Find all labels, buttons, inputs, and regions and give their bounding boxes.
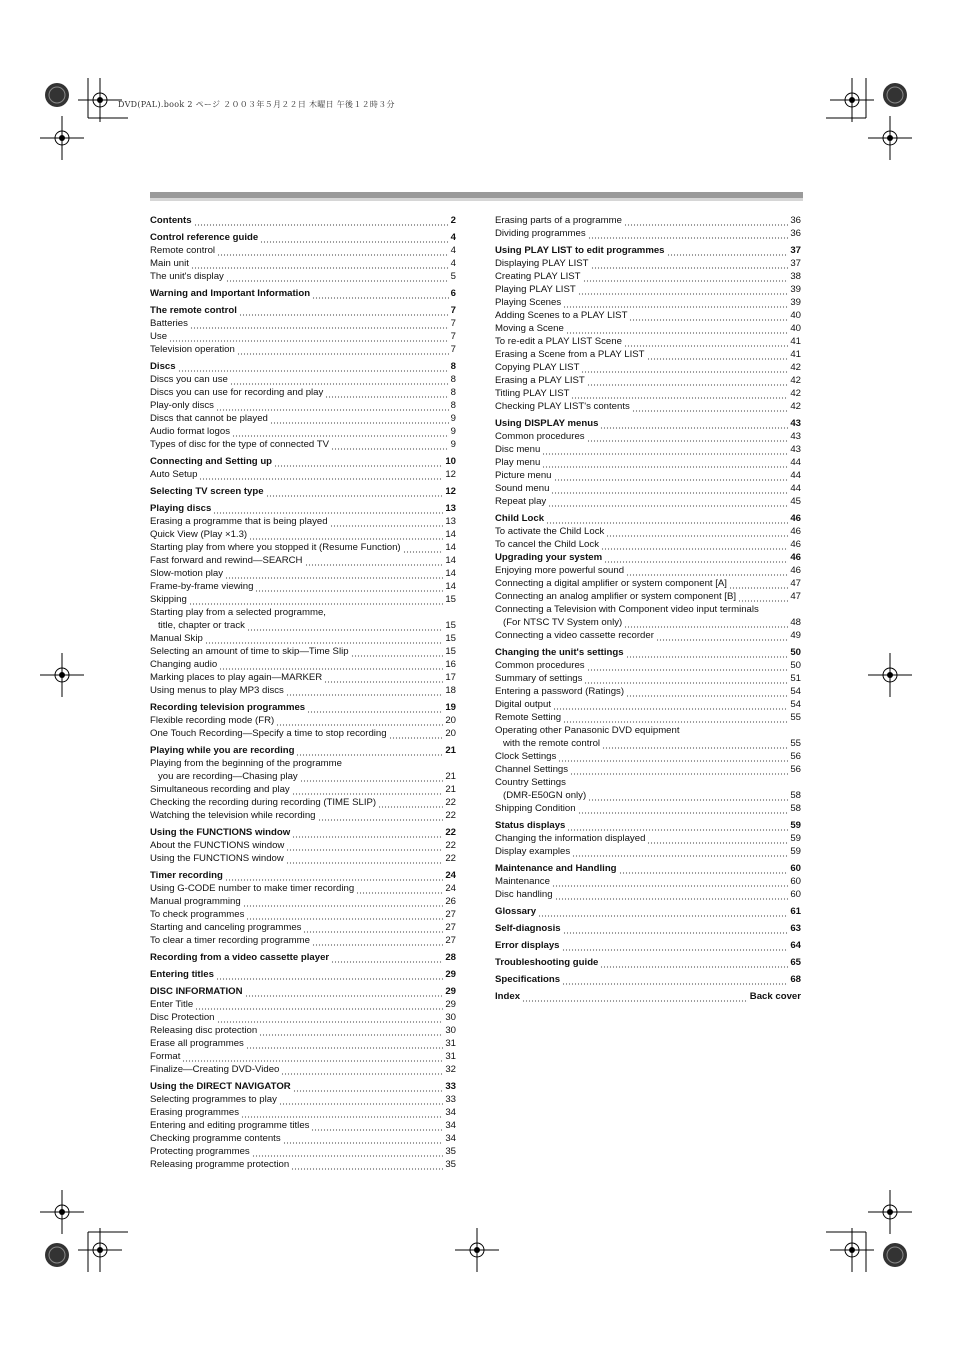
toc-entry-label: Erasing programmes (150, 1107, 240, 1118)
crosshair-dot (59, 135, 65, 141)
toc-entry-label: Repeat play (495, 496, 547, 507)
toc-page-number: 47 (790, 578, 801, 589)
toc-page-number: 46 (790, 526, 801, 537)
toc-entry-label: Display examples (495, 846, 571, 857)
toc-page-number: 8 (450, 400, 456, 411)
toc-entry-label: (For NTSC TV System only) (503, 617, 623, 628)
toc-page-number: 33 (445, 1081, 456, 1092)
toc-page-number: 21 (445, 771, 456, 782)
toc-entry-line: Operating other Panasonic DVD equipment (495, 725, 680, 736)
toc-entry-label: Starting and canceling programmes (150, 922, 302, 933)
toc-page-number: 39 (790, 284, 801, 295)
toc-entry-line: Starting play from a selected programme, (150, 607, 326, 618)
toc-page-number: 44 (790, 457, 801, 468)
toc-entry-label: Playing PLAY LIST (495, 284, 576, 295)
toc-page-number: 55 (790, 738, 801, 749)
toc-entry-label: Self-diagnosis (495, 923, 561, 934)
toc-entry-label: Index (495, 991, 521, 1002)
toc-page-number: 31 (445, 1038, 456, 1049)
toc-entry-label: Child Lock (495, 513, 545, 524)
toc-entry-label: Using menus to play MP3 discs (150, 685, 284, 696)
toc-entry-label: One Touch Recording—Specify a time to stop recording (150, 728, 387, 739)
toc-entry-label: with the remote control (503, 738, 601, 749)
toc-page-number: 16 (445, 659, 456, 670)
toc-entry-label: Manual programming (150, 896, 241, 907)
toc-entry-label: (DMR-E50GN only) (503, 790, 587, 801)
toc-page-number: 14 (445, 568, 456, 579)
toc-page-number: 19 (445, 702, 456, 713)
toc-entry-label: Play menu (495, 457, 541, 468)
toc-entry-label: Using the FUNCTIONS window (150, 827, 291, 838)
toc-page-number: 20 (445, 715, 456, 726)
toc-page-number: 8 (450, 361, 456, 372)
toc-entry-line: Playing from the beginning of the programme (150, 758, 342, 769)
toc-entry-label: Status displays (495, 820, 566, 831)
toc-page-number: 22 (445, 797, 456, 808)
crosshair-dot (849, 97, 855, 103)
toc-page-number: 15 (445, 594, 456, 605)
toc-page-number: 24 (445, 883, 456, 894)
crosshair-dot (59, 1209, 65, 1215)
toc-page-number: 40 (790, 310, 801, 321)
toc-page-number: 68 (790, 974, 801, 985)
toc-entry-label: Common procedures (495, 431, 585, 442)
toc-entry-label: Warning and Important Information (150, 288, 311, 299)
toc-page-number: 54 (790, 686, 801, 697)
toc-entry-label: Enter Title (150, 999, 194, 1010)
toc-page-number: 40 (790, 323, 801, 334)
toc-page-number: 36 (790, 228, 801, 239)
toc-page-number: 29 (445, 999, 456, 1010)
toc-page-number: 22 (445, 853, 456, 864)
toc-entry-label: Maintenance and Handling (495, 863, 617, 874)
toc-entry-label: Erasing a programme that is being played (150, 516, 328, 527)
toc-entry-label: Titling PLAY LIST (495, 388, 570, 399)
toc-entry-label: Glossary (495, 906, 537, 917)
toc-entry-label: Using DISPLAY menus (495, 418, 599, 429)
toc-page-number: 7 (450, 344, 456, 355)
toc-page-number: 18 (445, 685, 456, 696)
toc-entry-label: Picture menu (495, 470, 552, 481)
toc-entry-label: Connecting an analog amplifier or system component [B] (495, 591, 737, 602)
toc-page-number: 8 (450, 387, 456, 398)
toc-page-number: 28 (445, 952, 456, 963)
toc-entry-label: Using G-CODE number to make timer recording (150, 883, 355, 894)
toc-page-number: 38 (790, 271, 801, 282)
toc-entry-label: Using PLAY LIST to edit programmes (495, 245, 665, 256)
toc-entry-label: Main unit (150, 258, 189, 269)
toc-entry-label: Connecting a video cassette recorder (495, 630, 654, 641)
crosshair-dot (887, 672, 893, 678)
toc-entry-label: Slow-motion play (150, 568, 224, 579)
toc-page-number: 2 (450, 215, 456, 226)
toc-entry-label: Disc menu (495, 444, 541, 455)
toc-page-number: 42 (790, 362, 801, 373)
toc-page-number: 27 (445, 935, 456, 946)
toc-entry-label: Skipping (150, 594, 187, 605)
crosshair-dot (97, 97, 103, 103)
toc-entry-label: Remote Setting (495, 712, 562, 723)
toc-page-number: 8 (450, 374, 456, 385)
crosshair-dot (474, 1247, 480, 1253)
toc-page-number: 48 (790, 617, 801, 628)
toc-page-number: 29 (445, 969, 456, 980)
toc-entry-label: Timer recording (150, 870, 223, 881)
toc-page-number: 50 (790, 647, 801, 658)
toc-page-number: 22 (445, 840, 456, 851)
toc-page-number: 14 (445, 529, 456, 540)
toc-entry-label: Channel Settings (495, 764, 569, 775)
toc-entry-label: Connecting a digital amplifier or system component [A] (495, 578, 727, 589)
toc-page-number: 7 (450, 318, 456, 329)
toc-entry-label: To re-edit a PLAY LIST Scene (495, 336, 622, 347)
toc-entry-label: Dividing programmes (495, 228, 586, 239)
toc-entry-label: Erasing a PLAY LIST (495, 375, 585, 386)
toc-page-number: 46 (790, 513, 801, 524)
toc-entry-label: Sound menu (495, 483, 550, 494)
toc-page-number: 58 (790, 803, 801, 814)
toc-entry-label: Flexible recording mode (FR) (150, 715, 275, 726)
toc-page-number: 4 (450, 258, 456, 269)
toc-entry-label: Remote control (150, 245, 216, 256)
toc-entry-label: Disc Protection (150, 1012, 215, 1023)
toc-entry-label: The unit's display (150, 271, 224, 282)
toc-entry-label: Finalize—Creating DVD-Video (150, 1064, 280, 1075)
toc-page-number: 15 (445, 620, 456, 631)
toc-entry-label: Troubleshooting guide (495, 957, 599, 968)
toc-page-number: 30 (445, 1012, 456, 1023)
toc-entry-line: Connecting a Television with Component video input terminals (495, 604, 759, 615)
toc-page-number: 14 (445, 555, 456, 566)
toc-entry-label: Entering titles (150, 969, 214, 980)
toc-entry-label: Playing discs (150, 503, 212, 514)
toc-page-number: 51 (790, 673, 801, 684)
toc-entry-label: Use (150, 331, 168, 342)
toc-page-number: 5 (450, 271, 456, 282)
toc-entry-label: Television operation (150, 344, 235, 355)
toc-entry-label: Selecting programmes to play (150, 1094, 277, 1105)
toc-page-number: 63 (790, 923, 801, 934)
toc-entry-label: The remote control (150, 305, 237, 316)
toc-page-number: 17 (445, 672, 456, 683)
toc-page-number: 13 (445, 516, 456, 527)
toc-entry-label: Recording from a video cassette player (150, 952, 330, 963)
toc-page-number: 35 (445, 1159, 456, 1170)
toc-entry-label: To cancel the Child Lock (495, 539, 599, 550)
toc-entry-label: Frame-by-frame viewing (150, 581, 254, 592)
toc-entry-label: Discs that cannot be played (150, 413, 268, 424)
toc-entry-label: Using the FUNCTIONS window (150, 853, 284, 864)
toc-page-number: 47 (790, 591, 801, 602)
toc-page-number: 4 (450, 245, 456, 256)
toc-page-number: 32 (445, 1064, 456, 1075)
toc-entry-label: Creating PLAY LIST (495, 271, 581, 282)
toc-entry-label: Discs you can use (150, 374, 228, 385)
toc-page-number: 34 (445, 1107, 456, 1118)
toc-entry-label: To clear a timer recording programme (150, 935, 310, 946)
toc-page-number: 37 (790, 245, 801, 256)
toc-page-number: 42 (790, 375, 801, 386)
toc-page-number: 33 (445, 1094, 456, 1105)
toc-entry-label: Releasing disc protection (150, 1025, 258, 1036)
toc-entry-label: Entering a password (Ratings) (495, 686, 625, 697)
toc-page-number: 10 (445, 456, 456, 467)
toc-entry-label: About the FUNCTIONS window (150, 840, 285, 851)
toc-page-number: 4 (450, 232, 456, 243)
toc-page-number: 41 (790, 349, 801, 360)
toc-entry-label: Control reference guide (150, 232, 259, 243)
toc-entry-label: Marking places to play again—MARKER (150, 672, 323, 683)
toc-entry-label: Changing audio (150, 659, 218, 670)
toc-page-number: 21 (445, 784, 456, 795)
toc-entry-label: Simultaneous recording and play (150, 784, 290, 795)
toc-page-number: 27 (445, 909, 456, 920)
toc-entry-label: Common procedures (495, 660, 585, 671)
toc-entry-line: Country Settings (495, 777, 566, 788)
toc-entry-label: Fast forward and rewind—SEARCH (150, 555, 303, 566)
toc-page-number: 59 (790, 846, 801, 857)
toc-entry-label: Disc handling (495, 889, 553, 900)
toc-entry-label: Starting play from where you stopped it (Resume Function) (150, 542, 401, 553)
toc-entry-label: Moving a Scene (495, 323, 564, 334)
toc-page-number: 60 (790, 889, 801, 900)
toc-page-number: 15 (445, 633, 456, 644)
toc-page-number: 46 (790, 539, 801, 550)
toc-entry-label: Erase all programmes (150, 1038, 244, 1049)
toc-entry-label: Audio format logos (150, 426, 230, 437)
toc-page-number: 9 (450, 426, 456, 437)
toc-page-number: 26 (445, 896, 456, 907)
toc-entry-label: Changing the information displayed (495, 833, 646, 844)
toc-entry-label: Checking the recording during recording (TIME SLIP) (150, 797, 377, 808)
toc-entry-label: Using the DIRECT NAVIGATOR (150, 1081, 291, 1092)
toc-page-number: 9 (450, 439, 456, 450)
toc-entry-label: Upgrading your system (495, 552, 603, 563)
toc-entry-label: Protecting programmes (150, 1146, 250, 1157)
toc-page-number: 59 (790, 833, 801, 844)
toc-entry-label: Summary of settings (495, 673, 583, 684)
toc-entry-label: Format (150, 1051, 181, 1062)
toc-entry-label: Selecting an amount of time to skip—Time Slip (150, 646, 349, 657)
crosshair-dot (887, 135, 893, 141)
toc-entry-label: Shipping Condition (495, 803, 576, 814)
toc-page-number: 22 (445, 827, 456, 838)
toc-page-number: 43 (790, 431, 801, 442)
toc-page-number: 44 (790, 483, 801, 494)
toc-entry-label: Checking PLAY LIST's contents (495, 401, 630, 412)
toc-page-number: 61 (790, 906, 801, 917)
toc-page-number: 12 (445, 486, 456, 497)
toc-entry-label: Error displays (495, 940, 560, 951)
toc-entry-label: Copying PLAY LIST (495, 362, 580, 373)
toc-page-number: 21 (445, 745, 456, 756)
toc-entry-label: Play-only discs (150, 400, 214, 411)
toc-page-number: 43 (790, 444, 801, 455)
toc-entry-label: Erasing parts of a programme (495, 215, 622, 226)
toc-entry-label: Adding Scenes to a PLAY LIST (495, 310, 628, 321)
toc-page-number: 56 (790, 751, 801, 762)
toc-page-number: 9 (450, 413, 456, 424)
toc-entry-label: To check programmes (150, 909, 245, 920)
toc-entry-label: Releasing programme protection (150, 1159, 290, 1170)
toc-entry-label: Batteries (150, 318, 188, 329)
toc-page-number: 42 (790, 401, 801, 412)
toc-page-number: 15 (445, 646, 456, 657)
toc-page-number: 31 (445, 1051, 456, 1062)
toc-entry-label: Clock Settings (495, 751, 557, 762)
toc-page-number: 29 (445, 986, 456, 997)
toc-entry-label: Discs you can use for recording and play (150, 387, 324, 398)
toc-page-number: 34 (445, 1133, 456, 1144)
toc-page-number: 45 (790, 496, 801, 507)
toc-entry-label: Connecting and Setting up (150, 456, 273, 467)
toc-page-number: 49 (790, 630, 801, 641)
toc-entry-label: Manual Skip (150, 633, 203, 644)
toc-entry-label: Erasing a Scene from a PLAY LIST (495, 349, 645, 360)
toc-entry-label: title, chapter or track (158, 620, 245, 631)
toc-page-number: 50 (790, 660, 801, 671)
toc-entry-label: you are recording—Chasing play (158, 771, 298, 782)
toc-page-number: 30 (445, 1025, 456, 1036)
toc-page-number: 20 (445, 728, 456, 739)
toc-page-number: 65 (790, 957, 801, 968)
toc-page-number: 60 (790, 876, 801, 887)
toc-page-number: 59 (790, 820, 801, 831)
toc-page-number: 37 (790, 258, 801, 269)
toc-entry-label: Checking programme contents (150, 1133, 281, 1144)
toc-page-number: 12 (445, 469, 456, 480)
toc-page-number: 24 (445, 870, 456, 881)
toc-page-number: 34 (445, 1120, 456, 1131)
toc-page-number: 13 (445, 503, 456, 514)
toc-page-number: 14 (445, 581, 456, 592)
crosshair-dot (59, 672, 65, 678)
toc-entry-label: Playing Scenes (495, 297, 562, 308)
crosshair-dot (887, 1209, 893, 1215)
toc-page-number: 60 (790, 863, 801, 874)
toc-page-number: 36 (790, 215, 801, 226)
toc-page-number: Back cover (749, 991, 801, 1002)
toc-entry-label: Types of disc for the type of connected TV (150, 439, 330, 450)
toc-page-number: 39 (790, 297, 801, 308)
toc-page-number: 6 (450, 288, 456, 299)
toc-entry-label: Digital output (495, 699, 551, 710)
toc-page-number: 42 (790, 388, 801, 399)
toc-page-number: 41 (790, 336, 801, 347)
toc-page-number: 43 (790, 418, 801, 429)
toc-page-number: 44 (790, 470, 801, 481)
toc-entry-label: Contents (150, 215, 192, 226)
toc-entry-label: Displaying PLAY LIST (495, 258, 589, 269)
toc-page-number: 22 (445, 810, 456, 821)
toc-page-number: 14 (445, 542, 456, 553)
toc-entry-label: Discs (150, 361, 176, 372)
toc-page-number: 7 (450, 305, 456, 316)
toc-page-number: 27 (445, 922, 456, 933)
toc-page-number: 54 (790, 699, 801, 710)
crosshair-dot (97, 1247, 103, 1253)
toc-entry-label: Quick View (Play ×1.3) (150, 529, 248, 540)
toc-entry-label: Enjoying more powerful sound (495, 565, 625, 576)
crosshair-dot (849, 1247, 855, 1253)
toc-page-number: 46 (790, 552, 801, 563)
toc-page-number: 64 (790, 940, 801, 951)
toc-entry-label: To activate the Child Lock (495, 526, 605, 537)
toc-page-number: 55 (790, 712, 801, 723)
toc-page-number: 35 (445, 1146, 456, 1157)
toc-entry-label: Playing while you are recording (150, 745, 295, 756)
toc-page-number: 46 (790, 565, 801, 576)
toc-entry-label: Specifications (495, 974, 561, 985)
toc-page-number: 56 (790, 764, 801, 775)
toc-page-number: 58 (790, 790, 801, 801)
toc-entry-label: Maintenance (495, 876, 550, 887)
toc-page-number: 7 (450, 331, 456, 342)
toc-entry-label: DISC INFORMATION (150, 986, 243, 997)
toc-entry-label: Entering and editing programme titles (150, 1120, 310, 1131)
toc-entry-label: Recording television programmes (150, 702, 306, 713)
print-header: DVD(PAL).book 2 ページ ２００３年５月２２日 木曜日 午後１２時３分 (118, 100, 395, 109)
toc-entry-label: Watching the television while recording (150, 810, 316, 821)
toc-entry-label: Auto Setup (150, 469, 198, 480)
toc-entry-label: Changing the unit's settings (495, 647, 624, 658)
toc-entry-label: Selecting TV screen type (150, 486, 264, 497)
